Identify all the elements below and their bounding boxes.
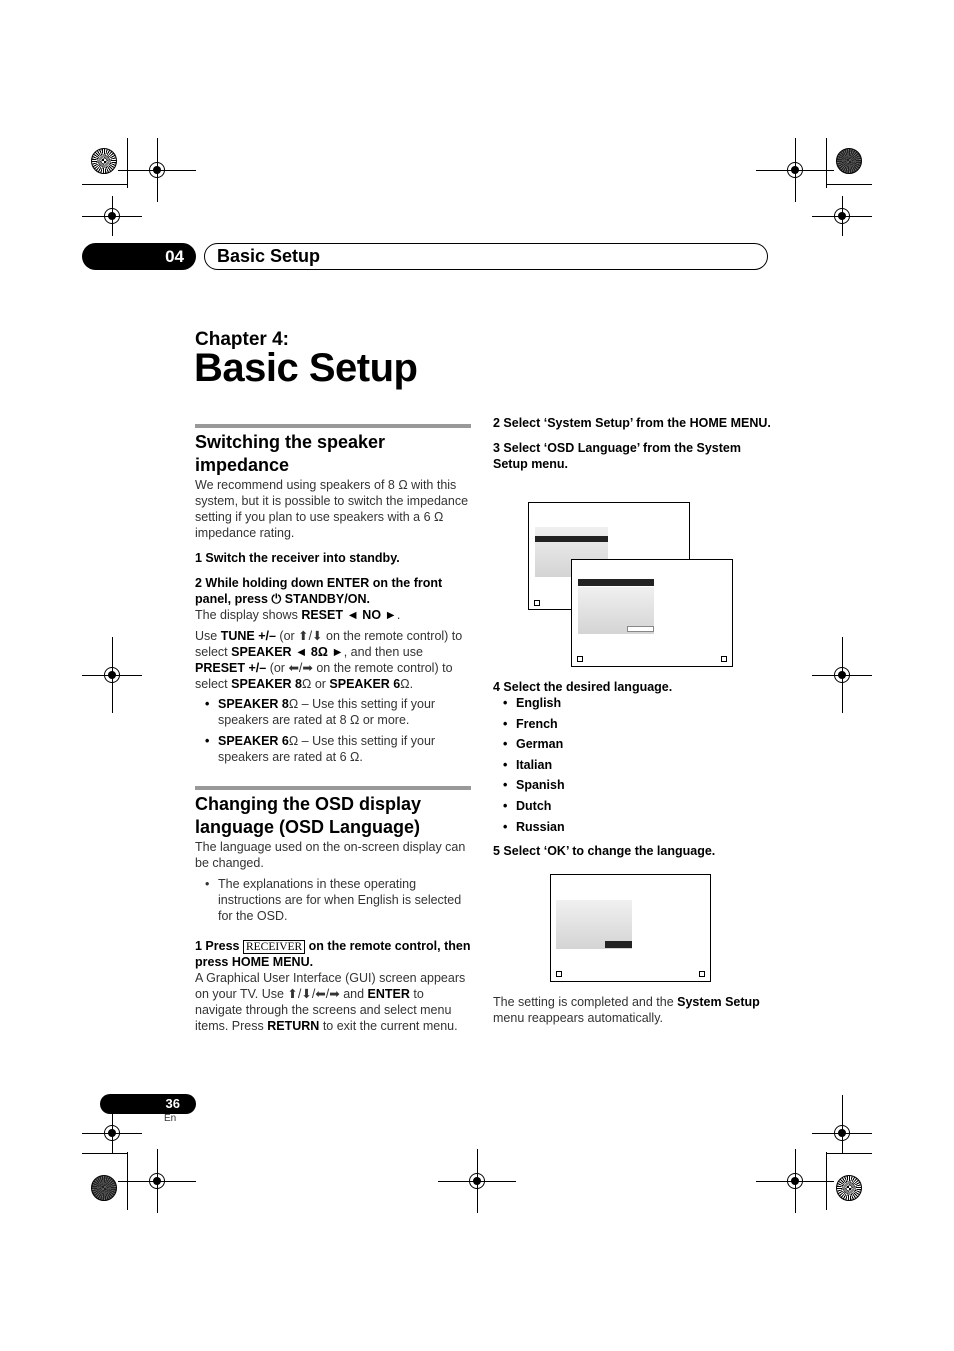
display-shows-text: The display shows RESET ◄ NO ►.	[195, 608, 401, 622]
osd-step-2: 2 Select ‘System Setup’ from the HOME MENU.	[493, 416, 771, 430]
chapter-number-badge: 04	[82, 243, 196, 270]
speaker-8-bullet: • SPEAKER 8Ω – Use this setting if your speakers are rated at 8 Ω or more.	[205, 697, 436, 727]
screen-button-icon	[721, 656, 727, 662]
screen-button-icon	[577, 656, 583, 662]
screen-button-icon	[699, 971, 705, 977]
speaker-impedance-heading: Switching the speaker impedance	[195, 432, 386, 475]
language-list-item: • English	[503, 696, 562, 710]
language-list-item: • Spanish	[503, 778, 565, 793]
receiver-key-icon: RECEIVER	[243, 940, 305, 954]
registration-sun-icon	[91, 1175, 117, 1201]
page-language: En	[164, 1113, 177, 1124]
section-rule	[195, 424, 471, 428]
registration-sun-icon	[91, 148, 117, 174]
impedance-step-2: 2 While holding down ENTER on the front panel, press ⏻ STANDBY/ON.	[195, 576, 443, 606]
left-column	[195, 424, 471, 1034]
osd-language-heading: Changing the OSD display language (OSD Language)	[195, 794, 422, 837]
registration-sun-icon	[836, 148, 862, 174]
gui-instructions: A Graphical User Interface (GUI) screen appears on your TV. Use ⬆/⬇/⬅/➡ and ENTER to navigate through the screens and select menu items. Press RETURN to exit the current menu.	[195, 971, 466, 1033]
section-header: Basic Setup	[204, 243, 768, 270]
section-rule	[195, 786, 471, 790]
speaker-6-bullet: • SPEAKER 6Ω – Use this setting if your speakers are rated at 6 Ω.	[205, 734, 436, 764]
system-setup-screen-diagram	[571, 559, 733, 667]
completion-note	[493, 994, 778, 1026]
language-selection	[493, 679, 773, 859]
chapter-label: Chapter 4:	[195, 329, 289, 350]
osd-step-5: 5 Select ‘OK’ to change the language.	[493, 843, 716, 858]
language-list-item: • Italian	[503, 757, 553, 772]
impedance-step-1: 1 Switch the receiver into standby.	[195, 551, 400, 565]
registration-sun-icon	[836, 1175, 862, 1201]
screen-button-icon	[534, 600, 540, 606]
speaker-impedance-intro: We recommend using speakers of 8 Ω with this system, but it is possible to switch the impedance setting if you plan to use speakers with a 6 Ω impedance rating.	[195, 478, 469, 540]
osd-step-3: 3 Select ‘OSD Language’ from the System Setup menu.	[493, 441, 741, 471]
right-column	[493, 415, 773, 472]
chapter-title: Basic Setup	[194, 346, 418, 390]
use-tune-instructions: Use TUNE +/– (or ⬆/⬇ on the remote control) to select SPEAKER ◄ 8Ω ►, and then use PRESET +/– (or ⬅/➡ on the remote control) to select SPEAKER 8Ω or SPEAKER 6Ω.	[195, 629, 463, 691]
osd-note-bullet: • The explanations in these operating instructions are for when English is selected for the OSD.	[205, 877, 462, 923]
screen-button-icon	[556, 971, 562, 977]
language-list-item: • French	[503, 716, 558, 731]
osd-language-screen-diagram	[550, 874, 711, 982]
language-list	[493, 695, 773, 835]
osd-step-1: 1 Press RECEIVER on the remote control, then press HOME MENU.	[195, 939, 471, 969]
osd-language-intro: The language used on the on-screen display can be changed.	[195, 840, 466, 870]
completion-text: The setting is completed and the System Setup menu reappears automatically.	[493, 995, 760, 1025]
osd-step-4: 4 Select the desired language.	[493, 680, 673, 694]
page-number: 36	[100, 1094, 196, 1114]
language-list-item: • Dutch	[503, 798, 552, 813]
language-list-item: • Russian	[503, 819, 565, 834]
language-list-item: • German	[503, 737, 564, 752]
